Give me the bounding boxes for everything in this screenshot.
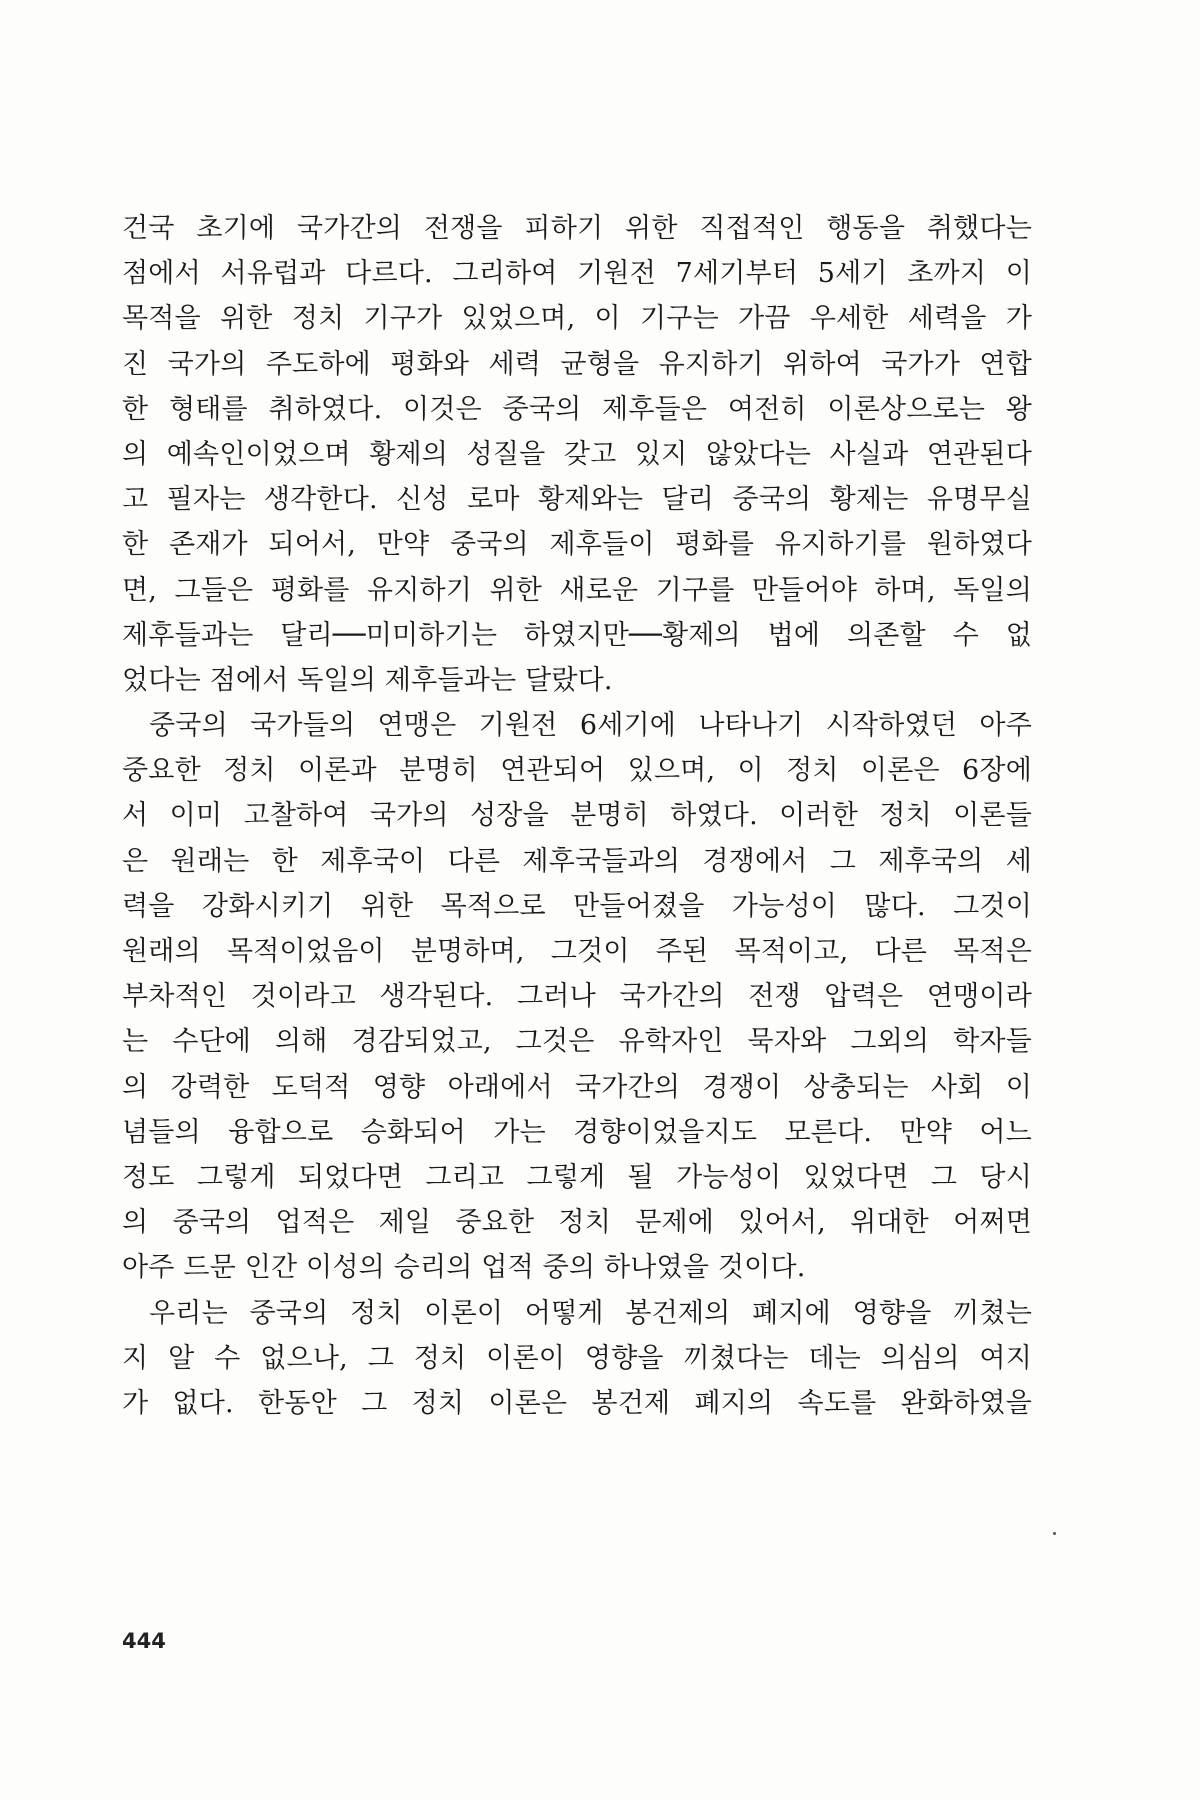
body-text: [122, 206, 1032, 1426]
page-number: 444: [122, 1629, 166, 1653]
text-line: 의 중국의 업적은 제일 중요한 정치 문제에 있어서, 위대한 어쩌면: [122, 1207, 1032, 1239]
text-line: 지 알 수 없으나, 그 정치 이론이 영향을 끼쳤다는 데는 의심의 여지: [122, 1342, 1032, 1374]
text-line: 면, 그들은 평화를 유지하기 위한 새로운 기구를 만들어야 하며, 독일의: [122, 574, 1032, 606]
text-line: 는 수단에 의해 경감되었고, 그것은 유학자인 묵자와 그외의 학자들: [122, 1026, 1032, 1058]
text-line: 목적을 위한 정치 기구가 있었으며, 이 기구는 가끔 우세한 세력을 가: [122, 303, 1032, 335]
text-line: 점에서 서유럽과 다르다. 그리하여 기원전 7세기부터 5세기 초까지 이: [122, 258, 1032, 290]
text-line: 건국 초기에 국가간의 전쟁을 피하기 위한 직접적인 행동을 취했다는: [122, 213, 1032, 244]
text-line: 원래의 목적이었음이 분명하며, 그것이 주된 목적이고, 다른 목적은: [122, 936, 1032, 967]
text-line: 정도 그렇게 되었다면 그리고 그렇게 될 가능성이 있었다면 그 당시: [122, 1161, 1032, 1193]
text-line: 아주 드문 인간 이성의 승리의 업적 중의 하나였을 것이다.: [122, 1252, 806, 1284]
text-line: 고 필자는 생각한다. 신성 로마 황제와는 달리 중국의 황제는 유명무실: [122, 484, 1032, 516]
text-line: 은 원래는 한 제후국이 다른 제후국들과의 경쟁에서 그 제후국의 세: [122, 845, 1032, 877]
text-line: 부차적인 것이라고 생각된다. 그러나 국가간의 전쟁 압력은 연맹이라: [122, 981, 1032, 1013]
text-line: 가 없다. 한동안 그 정치 이론은 봉건제 폐지의 속도를 완화하였을: [122, 1387, 1032, 1419]
text-line: 한 형태를 취하였다. 이것은 중국의 제후들은 여전히 이론상으로는 왕: [122, 393, 1032, 425]
text-line: 서 이미 고찰하여 국가의 성장을 분명히 하였다. 이러한 정치 이론들: [122, 800, 1032, 832]
text-line: 의 강력한 도덕적 영향 아래에서 국가간의 경쟁이 상충되는 사회 이: [122, 1071, 1032, 1103]
text-line: 중요한 정치 이론과 분명히 연관되어 있으며, 이 정치 이론은 6장에: [122, 755, 1032, 787]
scan-speck: [1053, 1532, 1056, 1535]
text-line: 한 존재가 되어서, 만약 중국의 제후들이 평화를 유지하기를 원하였다: [122, 529, 1032, 561]
text-line: 진 국가의 주도하에 평화와 세력 균형을 유지하기 위하여 국가가 연합: [122, 348, 1032, 380]
text-line: 력을 강화시키기 위한 목적으로 만들어졌을 가능성이 많다. 그것이: [122, 890, 1032, 922]
text-line: 중국의 국가들의 연맹은 기원전 6세기에 나타나기 시작하였던 아주: [149, 710, 1032, 742]
text-line: 제후들과는 달리──미미하기는 하였지만──황제의 법에 의존할 수 없: [122, 619, 1032, 651]
text-line: 었다는 점에서 독일의 제후들과는 달랐다.: [122, 664, 613, 696]
text-line: 의 예속인이었으며 황제의 성질을 갖고 있지 않았다는 사실과 연관된다: [122, 438, 1032, 470]
text-line: 념들의 융합으로 승화되어 가는 경향이었을지도 모른다. 만약 어느: [122, 1116, 1032, 1148]
text-line: 우리는 중국의 정치 이론이 어떻게 봉건제의 폐지에 영향을 끼쳤는: [149, 1297, 1032, 1329]
